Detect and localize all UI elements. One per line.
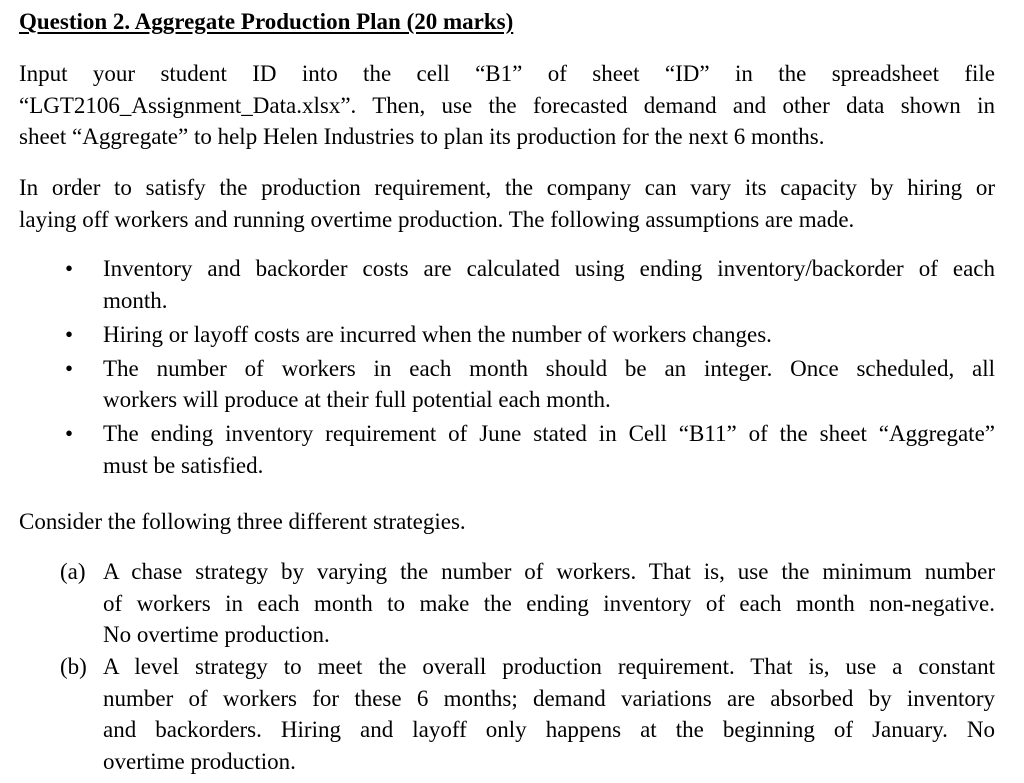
strategy-item bbox=[19, 651, 995, 777]
strategy-item bbox=[19, 556, 995, 651]
capacity-line-2: laying off workers and running overtime production. The following assumptions are made. bbox=[19, 206, 855, 232]
capacity-paragraph bbox=[19, 172, 995, 235]
capacity-line-1: In order to satisfy the production requirement, the company can vary its capacity by hiring or bbox=[19, 175, 995, 200]
intro-line-2: “LGT2106_Assignment_Data.xlsx”. Then, use the forecasted demand and other data shown in bbox=[19, 92, 995, 118]
assumption-item bbox=[19, 353, 995, 416]
assumption-item bbox=[19, 253, 995, 316]
assumption-text: must be satisfied. bbox=[103, 452, 264, 478]
assumption-text: The ending inventory requirement of June stated in Cell “B11” of the sheet “Aggregate” bbox=[103, 421, 995, 446]
strategy-text: of workers in each month to make the ending inventory of each month non-negative. bbox=[103, 590, 995, 616]
question-title: Question 2. Aggregate Production Plan (20 marks) bbox=[19, 9, 514, 34]
strategies-intro: Consider the following three different strategies. bbox=[19, 509, 466, 534]
assumptions-list bbox=[19, 253, 995, 484]
assumption-item bbox=[19, 418, 995, 481]
assumption-item bbox=[19, 319, 995, 351]
assumption-text: workers will produce at their full potential each month. bbox=[103, 387, 611, 412]
strategy-label: (a) bbox=[60, 559, 86, 584]
strategy-text: No overtime production. bbox=[103, 622, 330, 647]
intro-line-1: Input your student ID into the cell “B1” of sheet “ID” in the spreadsheet file bbox=[19, 61, 995, 86]
intro-paragraph bbox=[19, 58, 995, 153]
assumption-text: Inventory and backorder costs are calculated using ending inventory/backorder of each bbox=[103, 256, 995, 281]
strategy-text: overtime production. bbox=[103, 748, 296, 774]
assumption-text: The number of workers in each month should be an integer. Once scheduled, all bbox=[103, 355, 995, 381]
strategies-list bbox=[19, 556, 995, 778]
strategy-text: A chase strategy by varying the number of workers. That is, use the minimum number bbox=[103, 559, 995, 584]
bullet-icon: • bbox=[64, 355, 74, 381]
bullet-icon: • bbox=[64, 421, 74, 446]
assumption-text: Hiring or layoff costs are incurred when the number of workers changes. bbox=[103, 321, 772, 347]
bullet-icon: • bbox=[64, 256, 74, 281]
strategy-text: A level strategy to meet the overall production requirement. That is, use a constant bbox=[103, 654, 995, 679]
strategy-label: (b) bbox=[60, 654, 87, 679]
bullet-icon: • bbox=[64, 321, 74, 347]
strategy-text: number of workers for these 6 months; demand variations are absorbed by inventory bbox=[103, 685, 995, 711]
assumption-text: month. bbox=[103, 287, 168, 313]
intro-line-3: sheet “Aggregate” to help Helen Industries to plan its production for the next 6 months. bbox=[19, 124, 825, 149]
strategy-text: and backorders. Hiring and layoff only happens at the beginning of January. No bbox=[103, 717, 995, 742]
